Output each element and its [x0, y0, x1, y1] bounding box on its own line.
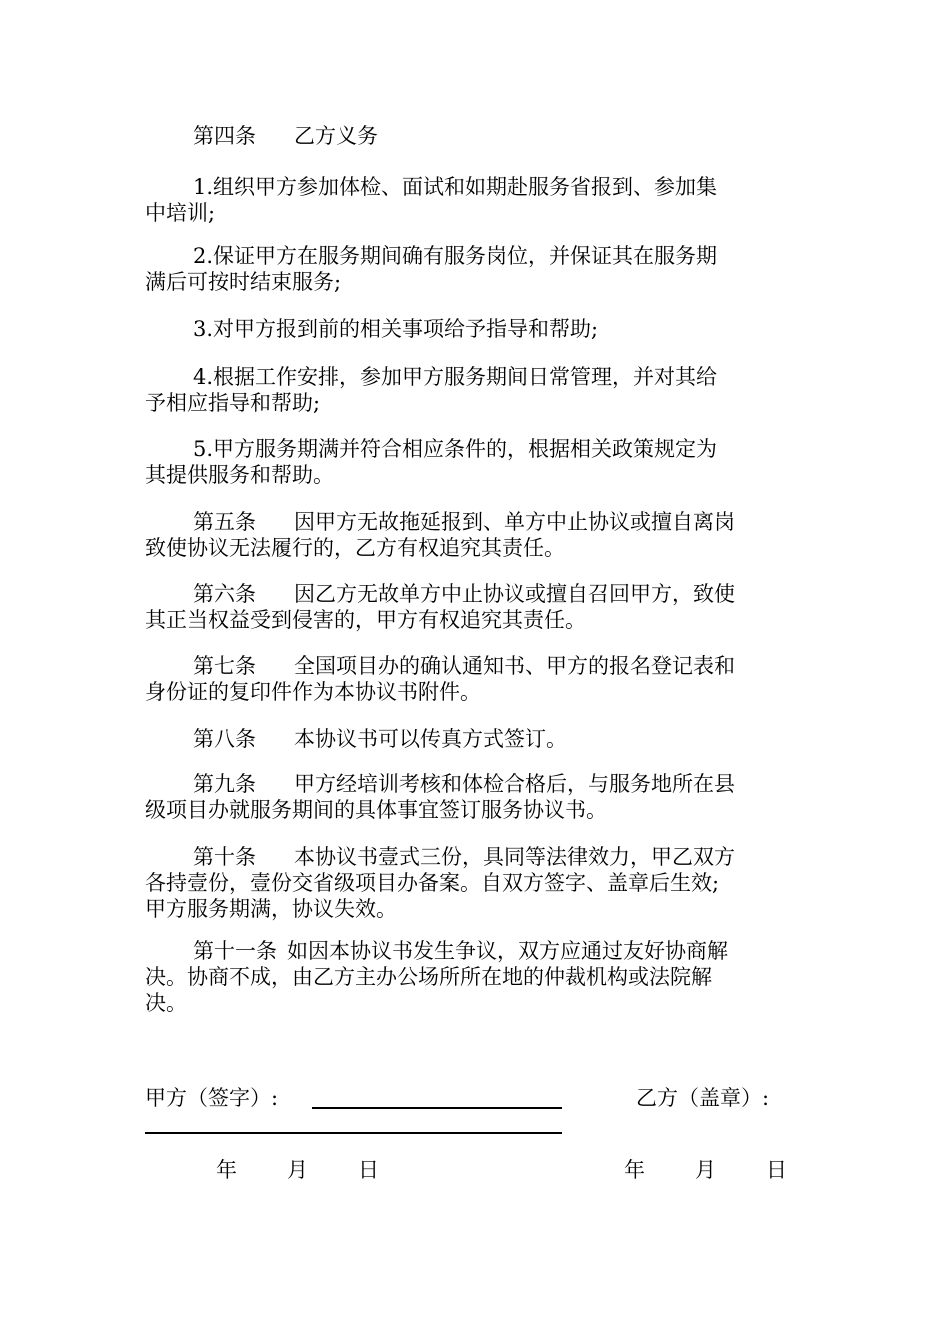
party-a-date: [216, 1157, 379, 1183]
paragraph-line: 如因本协议书发生争议，双方应通过友好协商解: [287, 939, 728, 963]
paragraph-line: 本协议书壹式三份，具同等法律效力，甲乙双方: [294, 845, 735, 869]
article-number: 第十一条: [193, 939, 277, 963]
party-a-signature-line[interactable]: [312, 1107, 562, 1109]
article-8: [145, 726, 805, 752]
date-year: 年: [216, 1158, 237, 1182]
paragraph-line: 各持壹份，壹份交省级项目办备案。自双方签字、盖章后生效;: [145, 871, 720, 895]
article-9: [145, 771, 805, 823]
date-month: 月: [287, 1158, 308, 1182]
paragraph-line: 甲方经培训考核和体检合格后，与服务地所在县: [294, 772, 735, 796]
party-b-date: [624, 1157, 787, 1183]
paragraph-line: 其正当权益受到侵害的，甲方有权追究其责任。: [145, 608, 586, 632]
date-year: 年: [624, 1158, 645, 1182]
article-6: [145, 581, 805, 633]
obligation-item-1: [145, 174, 805, 226]
article-number: 第七条: [193, 654, 256, 678]
paragraph-line: 予相应指导和帮助;: [145, 391, 321, 415]
date-month: 月: [695, 1158, 716, 1182]
paragraph-line: 因乙方无故单方中止协议或擅自召回甲方，致使: [294, 582, 735, 606]
date-day: 日: [358, 1158, 379, 1182]
date-day: 日: [766, 1158, 787, 1182]
paragraph-line: 中培训;: [145, 201, 216, 225]
paragraph-line: 身份证的复印件作为本协议书附件。: [145, 680, 481, 704]
paragraph-line: 级项目办就服务期间的具体事宜签订服务协议书。: [145, 798, 607, 822]
article-10: [145, 844, 805, 922]
article-11: [145, 938, 805, 1016]
paragraph-line: 因甲方无故拖延报到、单方中止协议或擅自离岗: [294, 510, 735, 534]
paragraph-line: 3.对甲方报到前的相关事项给予指导和帮助;: [193, 317, 599, 341]
article-number: 第十条: [193, 845, 256, 869]
party-a-signature-label: 甲方（签字）:: [145, 1086, 279, 1110]
paragraph-line: 2.保证甲方在服务期间确有服务岗位，并保证其在服务期: [193, 244, 718, 268]
party-b-seal-label: 乙方（盖章）:: [636, 1086, 770, 1110]
article-number: 第六条: [193, 582, 256, 606]
article-number: 第五条: [193, 510, 256, 534]
paragraph-line: 4.根据工作安排，参加甲方服务期间日常管理，并对其给: [193, 365, 718, 389]
obligation-item-5: [145, 436, 805, 488]
article-4-heading: [145, 123, 805, 149]
article-number: 第四条: [193, 124, 256, 148]
paragraph-line: 满后可按时结束服务;: [145, 270, 342, 294]
article-title: 乙方义务: [294, 124, 378, 148]
signature-underline: [145, 1132, 562, 1134]
obligation-item-4: [145, 364, 805, 416]
article-number: 第九条: [193, 772, 256, 796]
article-5: [145, 509, 805, 561]
paragraph-line: 决。: [145, 991, 187, 1015]
paragraph-line: 决。协商不成，由乙方主办公场所所在地的仲裁机构或法院解: [145, 965, 712, 989]
obligation-item-3: [145, 316, 805, 342]
paragraph-line: 5.甲方服务期满并符合相应条件的，根据相关政策规定为: [193, 437, 718, 461]
paragraph-line: 致使协议无法履行的，乙方有权追究其责任。: [145, 536, 565, 560]
paragraph-line: 全国项目办的确认通知书、甲方的报名登记表和: [294, 654, 735, 678]
obligation-item-2: [145, 243, 805, 295]
paragraph-line: 甲方服务期满，协议失效。: [145, 897, 397, 921]
paragraph-line: 其提供服务和帮助。: [145, 463, 334, 487]
paragraph-line: 本协议书可以传真方式签订。: [294, 727, 567, 751]
article-7: [145, 653, 805, 705]
paragraph-line: 1.组织甲方参加体检、面试和如期赴服务省报到、参加集: [193, 175, 718, 199]
article-number: 第八条: [193, 727, 256, 751]
